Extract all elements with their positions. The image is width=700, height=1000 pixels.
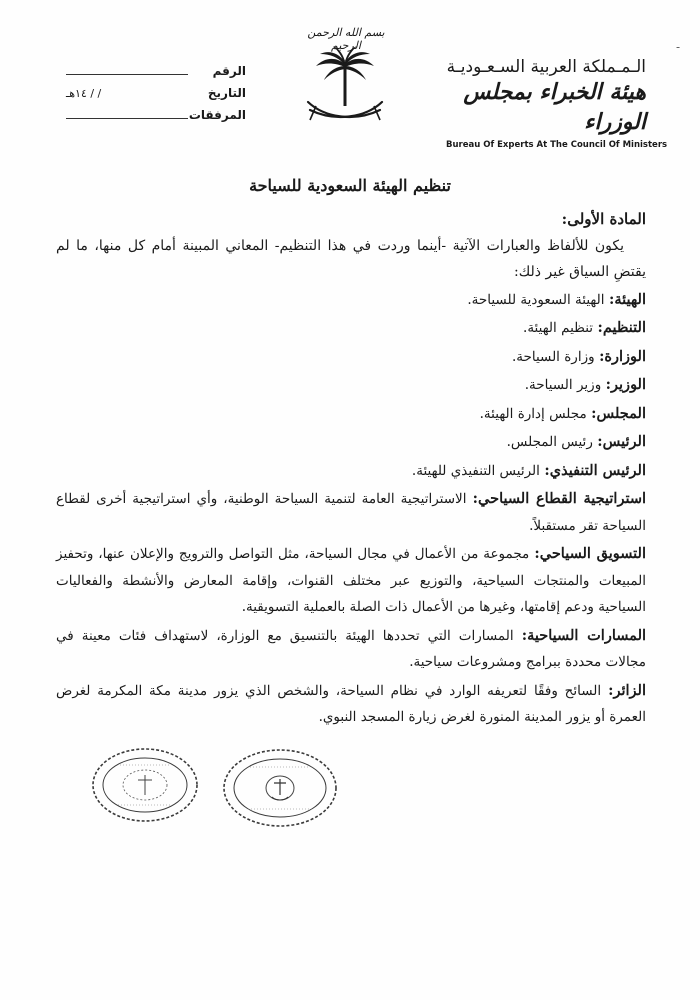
definition-item xyxy=(56,401,646,428)
definition-term: الزائر: xyxy=(608,681,646,699)
definition-item xyxy=(56,458,646,485)
definition-item xyxy=(56,344,646,371)
document-body xyxy=(56,206,646,733)
definition-meaning: وزير السياحة. xyxy=(524,377,602,393)
definition-item xyxy=(56,541,646,621)
date-label: التاريخ xyxy=(207,86,246,100)
definition-item xyxy=(56,429,646,456)
article-intro: يكون للألفاظ والعبارات الآتية -أينما وردت في هذا التنظيم- المعاني المبينة أمام كل منها، ما لم يقتضِ السياق غير ذلك: xyxy=(56,237,646,280)
date-row xyxy=(66,78,246,100)
basmala: بسم الله الرحمن الرحيم xyxy=(307,26,385,52)
definition-meaning: مجموعة من الأعمال في مجال السياحة، مثل التواصل والترويج والإعلان عنها، وتحفيز المبيعات والمنتجات السياحية، والتوزيع عبر مختلف القنوات، وإقامة المعارض والأنشطة والفعاليات السياحية ودعم إقامتها، وغيرها من الأعمال ذات الصلة بالعملية التسويقية. xyxy=(56,546,646,615)
reference-number-row xyxy=(66,56,246,78)
definition-term: المسارات السياحية: xyxy=(521,626,647,644)
definition-meaning: الهيئة السعودية للسياحة. xyxy=(467,291,605,308)
definition-meaning: مجلس إدارة الهيئة. xyxy=(479,405,587,422)
attachments-row xyxy=(66,100,246,122)
definition-item xyxy=(56,678,646,731)
definition-term: الوزارة: xyxy=(599,347,646,365)
palm-swords-emblem-icon xyxy=(300,30,390,130)
stamps-area xyxy=(70,745,370,835)
attachments-label: المرفقات xyxy=(188,108,246,122)
definition-meaning: الرئيس التنفيذي للهيئة. xyxy=(411,462,540,479)
reference-block xyxy=(66,56,246,122)
definition-term: الوزير: xyxy=(605,376,646,393)
reference-number-label: الرقم xyxy=(212,64,246,78)
margin-mark: - xyxy=(675,40,680,54)
definition-term: الرئيس التنفيذي: xyxy=(544,461,646,479)
reference-number-line xyxy=(66,62,188,75)
kingdom-name: الـمـملكة العربية السـعـوديـة xyxy=(446,57,646,77)
definition-item xyxy=(56,623,646,676)
definition-item xyxy=(56,372,646,399)
definition-term: الرئيس: xyxy=(597,433,646,450)
definition-meaning: السائح وفقًا لتعريفه الوارد في نظام السياحة، والشخص الذي يزور مدينة مكة المكرمة لغرض العمرة أو يزور المدينة المنورة لغرض زيارة المسجد النبوي. xyxy=(56,682,646,725)
definition-term: الهيئة: xyxy=(608,290,646,308)
definition-item xyxy=(56,486,646,539)
definition-item xyxy=(56,287,646,314)
definition-meaning: المسارات التي تحددها الهيئة بالتنسيق مع الوزارة، لاستهداف فئات معينة في مجالات محددة ببرامج ومشروعات سياحية. xyxy=(56,627,646,670)
document-title: تنظيم الهيئة السعودية للسياحة xyxy=(249,176,451,195)
definition-term: التسويق السياحي: xyxy=(534,545,646,562)
date-value: / / ١٤هـ xyxy=(66,87,102,100)
bureau-name-english: Bureau Of Experts At The Council Of Ministers xyxy=(446,140,668,150)
definition-meaning: وزارة السياحة. xyxy=(511,348,595,365)
definition-term: التنظيم: xyxy=(597,319,646,336)
definition-term: المجلس: xyxy=(591,404,646,422)
definition-meaning: رئيس المجلس. xyxy=(506,434,593,450)
official-stamp-icon xyxy=(220,745,340,831)
bureau-name-arabic: هيئة الخبراء بمجلس الوزراء xyxy=(463,80,646,135)
definition-item xyxy=(56,315,646,342)
definition-meaning: الاستراتيجية العامة لتنمية السياحة الوطنية، وأي استراتيجية أخرى لقطاع السياحة تقر مستقبلاً. xyxy=(56,491,646,534)
article-heading: المادة الأولى: xyxy=(561,210,646,228)
attachments-line xyxy=(66,106,188,119)
definition-meaning: تنظيم الهيئة. xyxy=(523,320,594,336)
letterhead-org-block xyxy=(446,56,668,150)
official-stamp-icon xyxy=(90,745,200,825)
definition-term: استراتيجية القطاع السياحي: xyxy=(472,490,646,507)
